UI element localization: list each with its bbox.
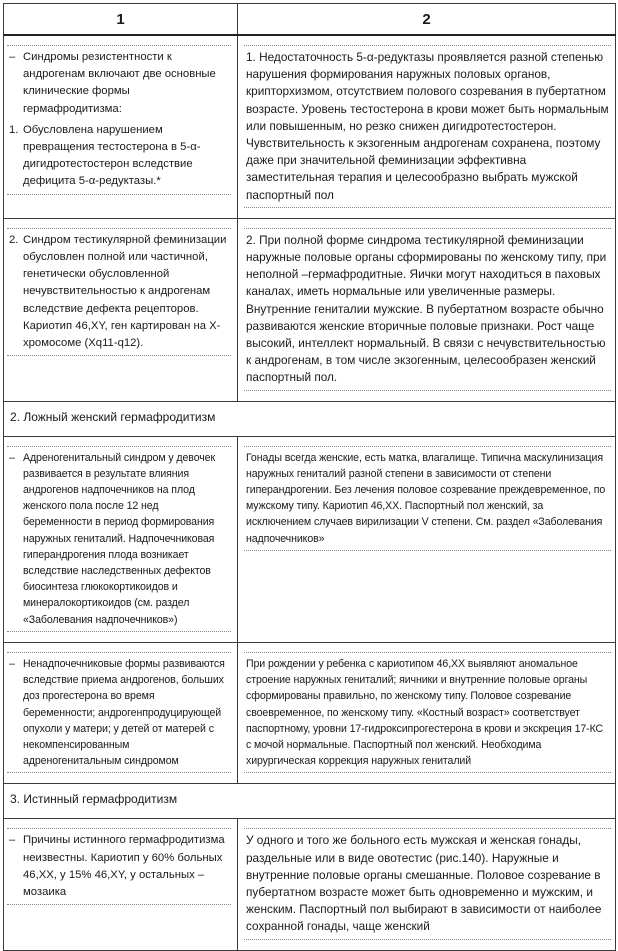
list-item [9,49,229,118]
description-text: 2. При полной форме синдрома тестикулярной феминизации наружные половые органы сформированы по женскому типу, при неполной –гермафродитные. Яички могут находиться в паховых каналах, иметь нормальные или увеличенные размеры. Внутренние гениталии мужские. В пубертатном возрасте обычно развиваются женские вторичные половые признаки. Рост чаще высокий, интеллект нормальный. В связи с нечувствительностью к андрогенам, в том числе экзогенным, целесообразен женский паспортный пол. [246,232,607,385]
syndromes-table [3,3,616,951]
section-heading-row [4,784,616,819]
left-cell [4,218,238,401]
item-text: Причины истинного гермафродитизма неизвестны. Кариотип у 60% больных 46,XX, у 15% 46,XY, у остальных – мозаика [23,834,225,898]
right-cell [238,819,616,950]
description-text: Гонады всегда женские, есть матка, влагалище. Типична маскулинизация наружных гениталий разной степени в зависимости от степени гиперандрогении. Без лечения половое созревание преждевременное, по мужскому типу. Кариотип 46,XX. Паспортный пол женский, за исключением случаев вирилизации V степени. См. раздел «Заболевания надпочечников» [246,451,606,545]
table-row [4,819,616,950]
right-cell-box [244,446,611,551]
left-cell [4,642,238,783]
item-mark: 2. [9,233,19,246]
column-header-2: 2 [238,4,616,36]
right-cell-box [244,228,611,391]
item-text: Обусловлена нарушением превращения тестостерона в 5-α-дигидротестостерон вследствие дефицита 5-α-редуктазы.* [23,123,201,188]
left-cell-box [7,828,231,905]
left-cell [4,35,238,218]
section-heading: 2. Ложный женский гермафродитизм [4,401,616,436]
table-row [4,642,616,783]
item-text: Синдромы резистентности к андрогенам включают две основные клинические формы гермафродитизма: [23,51,216,115]
right-cell [238,436,616,642]
left-cell-box [7,45,231,195]
item-mark: – [9,451,15,464]
right-cell [238,35,616,218]
description-text: 1. Недостаточность 5-α-редуктазы проявляется разной степенью нарушения формирования наружных половых органов, крипторхизмом, отсутствием полового созревания в пубертатном возрасте. Уровень тестостерона в крови может быть нормальным или повышенным, но резко снижен дигидротестостерон. Чувствительность к экзогенным андрогенам сохранена, поэтому даже при значительной феминизации эффективна заместительная терапия и целесообразно выбрать мужской паспортный пол [246,50,609,202]
section-heading-row [4,401,616,436]
item-mark: – [9,834,16,847]
list-item [9,232,229,352]
item-mark: – [9,51,16,63]
left-cell [4,436,238,642]
list-item [9,450,229,628]
item-mark: 1. [9,123,19,136]
description-text: При рождении у ребенка с кариотипом 46,XX выявляют аномальное строение наружных гениталий; яичники и внутренние половые органы сформированы правильно, по женскому типу. Половое созревание своевременное, по женскому типу. «Костный возраст» соответствует паспортному, уровни 17-гидроксипрогестерона в крови и экскреция 17-КС с мочой нормальные. Паспортный пол женский. Необходима хирургическая коррекция наружных гениталий [246,657,604,768]
table-row [4,436,616,642]
right-cell-box [244,45,611,208]
left-cell-box [7,228,231,356]
right-cell-box [244,652,611,773]
description-text: У одного и того же больного есть мужская и женская гонады, раздельные или в виде овотестис (рис.140). Наружные и внутренние половые органы смешанные. Половое созревание в пубертатном возрасте может быть одновременно и мужским, и женским. Паспортный пол выбирают в зависимости от наиболее сохранной гонады, чаще женский [246,833,602,934]
header-row [4,4,616,36]
right-cell-box [244,828,611,939]
column-header-1: 1 [4,4,238,36]
left-cell-box [7,652,231,773]
table-row [4,35,616,218]
right-cell [238,218,616,401]
right-cell [238,642,616,783]
item-text: Ненадпочечниковые формы развиваются вследствие приема андрогенов, больших доз прогестерона во время беременности; андрогенпродуцирующей опухоли у матери; у детей от матерей с некомпенсированным адреногенитальным синдромом [23,657,225,768]
list-item [9,122,229,191]
list-item [9,832,229,901]
list-item [9,656,229,769]
table-row [4,218,616,401]
item-mark: – [9,657,15,670]
section-heading: 3. Истинный гермафродитизм [4,784,616,819]
left-cell [4,819,238,950]
left-cell-box [7,446,231,632]
item-text: Синдром тестикулярной феминизации обусловлен полной или частичной, генетически обусловленной нечувствительностью к андрогенам вследствие дефекта рецепторов. Кариотип 46,XY, ген картирован на X-хромосоме (Xq11-q12). [23,233,227,350]
item-text: Адреногенитальный синдром у девочек развивается в результате влияния андрогенов надпочечников на плод женского пола после 12 нед беременности в период формирования наружных гениталий. Надпочечниковая гиперандрогения плода возникает вследствие наследственных дефектов биосинтеза глюкокортикоидов и минералокортикоидов (см. раздел «Заболевания надпочечников») [23,451,215,626]
